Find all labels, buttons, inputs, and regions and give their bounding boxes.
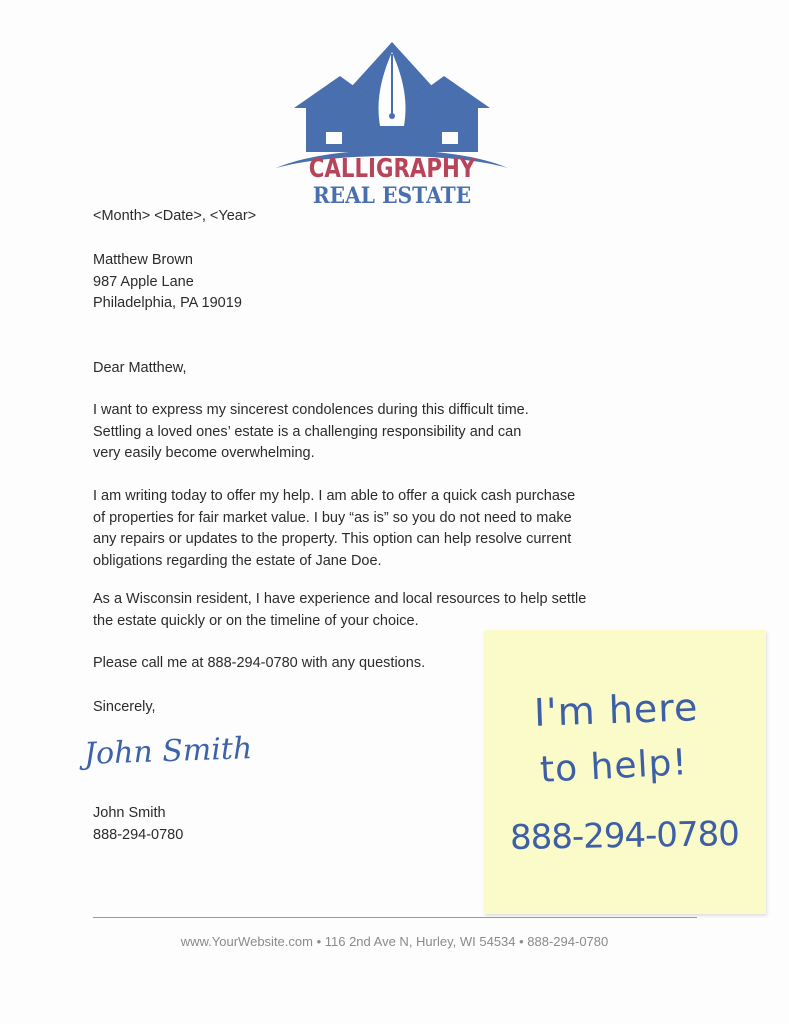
paragraph-line: the estate quickly or on the timeline of your choice. [93, 612, 419, 629]
sticky-note-line: I'm here [533, 685, 700, 735]
letter-date: <Month> <Date>, <Year> [93, 208, 257, 224]
paragraph-line: Settling a loved ones’ estate is a challenging responsibility and can [93, 423, 522, 440]
sticky-note-line: to help! [539, 742, 689, 791]
handwritten-signature: John Smith [83, 731, 253, 772]
paragraph-condolences [93, 400, 529, 465]
recipient-name: Matthew Brown [93, 252, 193, 268]
recipient-city: Philadelphia, PA 19019 [93, 295, 242, 311]
closing: Sincerely, [93, 699, 156, 715]
logo-wordmark-bottom: REAL ESTATE [312, 183, 472, 209]
recipient-address [93, 250, 242, 315]
company-logo [272, 40, 512, 220]
paragraph-line: I am writing today to offer my help. I am able to offer a quick cash purchase [93, 488, 576, 504]
paragraph-line: very easily become overwhelming. [93, 445, 315, 461]
paragraph-line: any repairs or updates to the property. This option can help resolve current [93, 531, 572, 547]
greeting: Dear Matthew, [93, 360, 187, 376]
logo-wordmark-top: CALLIGRAPHY [308, 154, 476, 184]
sender-phone: 888-294-0780 [93, 826, 184, 843]
houses-pen-nib-icon [272, 40, 512, 170]
sender-block [93, 803, 183, 846]
paragraph-line: of properties for fair market value. I buy “as is” so you do not need to make [93, 509, 572, 526]
paragraph-line: As a Wisconsin resident, I have experience and local resources to help settle [93, 591, 587, 607]
footer-divider [93, 917, 697, 918]
sticky-note-phone: 888-294-0780 [509, 814, 740, 858]
paragraph-offer [93, 486, 575, 572]
sticky-note [484, 630, 766, 914]
paragraph-call: Please call me at 888-294-0780 with any questions. [93, 655, 426, 671]
paragraph-line: obligations regarding the estate of Jane Doe. [93, 552, 382, 569]
footer-contact: www.YourWebsite.com • 116 2nd Ave N, Hurley, WI 54534 • 888-294-0780 [180, 934, 609, 949]
recipient-street: 987 Apple Lane [93, 273, 194, 290]
paragraph-resident [93, 589, 586, 632]
sender-name: John Smith [93, 805, 166, 821]
paragraph-line: I want to express my sincerest condolences during this difficult time. [93, 402, 529, 418]
